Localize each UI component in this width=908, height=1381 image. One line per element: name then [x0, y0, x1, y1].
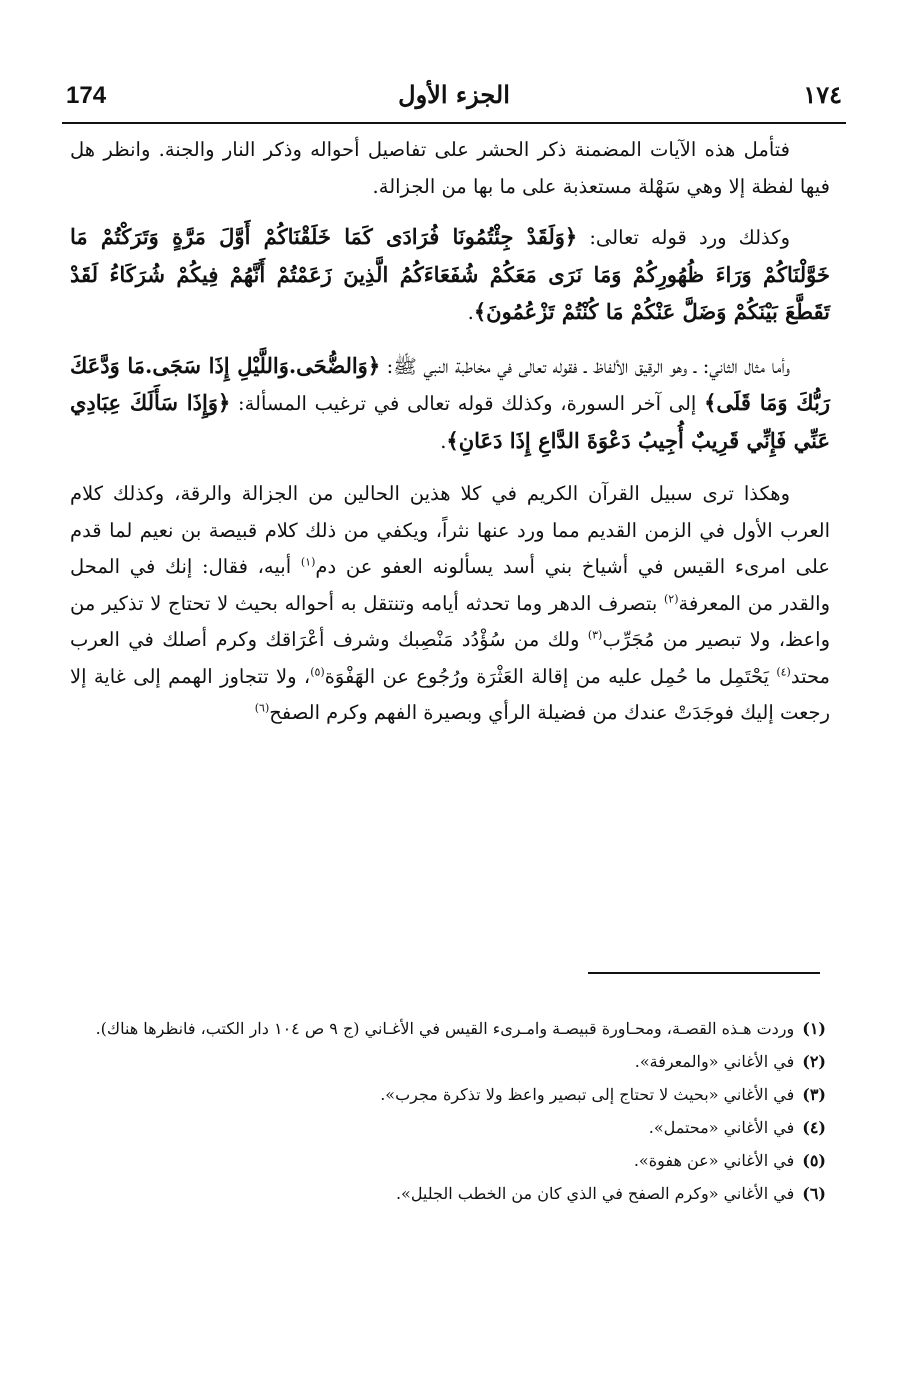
footnote-number: (٥) — [802, 1151, 826, 1170]
footnote-text: في الأغاني «عن هفوة». — [633, 1151, 795, 1170]
paragraph-1 — [70, 132, 830, 205]
page-number-arabic: ١٧٤ — [803, 80, 842, 109]
footnotes — [70, 1012, 826, 1210]
paragraph-4-text-b: أبيه، فقال: إنك في المحل والقدر من المعرفة — [70, 555, 831, 615]
quran-verse-2: ﴿وَالضُّحَى.وَاللَّيْلِ إِذَا سَجَى.مَا وَدَّعَكَ رَبُّكَ وَمَا قَلَى﴾ — [70, 352, 830, 415]
paragraph-2 — [70, 219, 830, 332]
footnote-ref-5[interactable]: (٥) — [310, 665, 325, 678]
paragraph-3-text-a: وأما مثال الثاني: ـ وهو الرقيق الألفاظ ـ فقوله تعالى في مخاطبة النبي ﷺ: — [386, 354, 790, 378]
footnote-text: في الأغاني «والمعرفة». — [634, 1052, 795, 1071]
footnote-ref-6[interactable]: (٦) — [254, 701, 270, 715]
footnote-1 — [70, 1012, 826, 1045]
paragraph-3 — [70, 348, 830, 461]
footnote-number: (٦) — [802, 1184, 826, 1203]
footnote-ref-2[interactable]: (٢) — [663, 592, 679, 605]
footnote-text: في الأغاني «وكرم الصفح في الذي كان من الخطب الجليل». — [395, 1184, 795, 1203]
footnote-text: وردت هـذه القصـة، ومحـاورة قبيصـة وامـرىء القيس في الأغـاني (ج ٩ ص ١٠٤ دار الكتب، فانظرها هناك). — [95, 1019, 795, 1038]
footnote-separator — [588, 972, 820, 974]
footnote-text: في الأغاني «بحيث لا تحتاج إلى تبصير واعظ ولا تذكرة مجرب». — [380, 1085, 795, 1104]
page-header — [62, 76, 846, 122]
footnote-4 — [70, 1111, 826, 1144]
page-number-latin: 174 — [66, 82, 107, 109]
paragraph-4-text-e: يَحْتَمِل ما حُمِل عليه من إقالة العَثْرَة ورُجُوع عن الهَفْوَة — [324, 664, 769, 688]
footnote-number: (٢) — [802, 1052, 826, 1071]
paragraph-1-text: فتأمل هذه الآيات المضمنة ذكر الحشر على تفاصيل أحواله وذكر النار والجنة. وانظر هل فيها لفظة إلا وهي سَهْلة مستعذبة على ما بها من الجزالة. — [70, 138, 830, 198]
paragraph-4 — [70, 476, 830, 732]
paragraph-2-intro: وكذلك ورد قوله تعالى: — [589, 226, 790, 249]
footnote-6 — [70, 1177, 826, 1210]
paragraph-2-end: . — [467, 301, 474, 324]
footnote-text: في الأغاني «محتمل». — [648, 1118, 795, 1137]
footnote-ref-4[interactable]: (٤) — [776, 665, 791, 678]
footnote-number: (١) — [802, 1019, 826, 1038]
paragraph-4-text-d: ولك من سُؤْدُد مَنْصِبك وشرف أعْرَاقك وكرم أصلك في العرب محتد — [70, 628, 830, 688]
footnote-number: (٤) — [802, 1118, 826, 1137]
header-rule — [62, 122, 846, 124]
main-text — [70, 132, 830, 748]
paragraph-3-text-b: إلى آخر السورة، وكذلك قوله تعالى في ترغيب المسألة: — [238, 392, 697, 415]
paragraph-3-end: . — [440, 429, 447, 453]
quran-verse-1: ﴿وَلَقَدْ جِئْتُمُونَا فُرَادَى كَمَا خَلَقْنَاكُمْ أَوَّلَ مَرَّةٍ وَتَرَكْتُمْ مَا خَوَّلْنَاكُمْ وَرَاءَ ظُهُورِكُمْ وَمَا نَرَى مَعَكُمْ شُفَعَاءَكُمُ الَّذِينَ زَعَمْتُمْ أَنَّهُمْ فِيكُمْ شُرَكَاءُ لَقَدْ تَقَطَّعَ بَيْنَكُمْ وَضَلَّ عَنْكُمْ مَا كُنْتُمْ تَزْعُمُونَ﴾ — [70, 224, 830, 324]
paragraph-4-text-a: وهكذا ترى سبيل القرآن الكريم في كلا هذين الحالين من الجزالة والرقة، وكذلك كلام العرب الأول في الزمن القديم مما ورد عنها نثراً، ويكفي من ذلك كلام قبيصة بن نعيم لما قدم على امرىء القيس في أشياخ بني أسد يسألونه العفو عن دم — [70, 482, 830, 578]
footnote-ref-3[interactable]: (٣) — [587, 628, 603, 642]
footnote-5 — [70, 1144, 826, 1177]
footnote-2 — [70, 1045, 826, 1078]
quran-verse-3: ﴿وَإِذَا سَأَلَكَ عِبَادِي عَنِّي فَإِنِّي قَرِيبٌ أُجِيبُ دَعْوَةَ الدَّاعِ إِذَا دَعَانِ﴾ — [70, 390, 830, 453]
paragraph-4-text-c: بتصرف الدهر وما تحدثه أيامه وتنتقل به أحواله بحيث لا تحتاج لا تذكير من واعظ، ولا تبصير من مُجَرِّب — [70, 591, 830, 651]
footnote-ref-1[interactable]: (١) — [300, 555, 316, 569]
footnote-number: (٣) — [802, 1085, 826, 1104]
running-title: الجزء الأول — [398, 80, 510, 109]
paragraph-4-text-f: ، ولا تتجاوز الهمم إلى غاية إلا رجعت إليك فوجَدَتْ عندك من فضيلة الرأي وبصيرة الفهم وكرم الصفح — [70, 664, 830, 724]
footnote-3 — [70, 1078, 826, 1111]
